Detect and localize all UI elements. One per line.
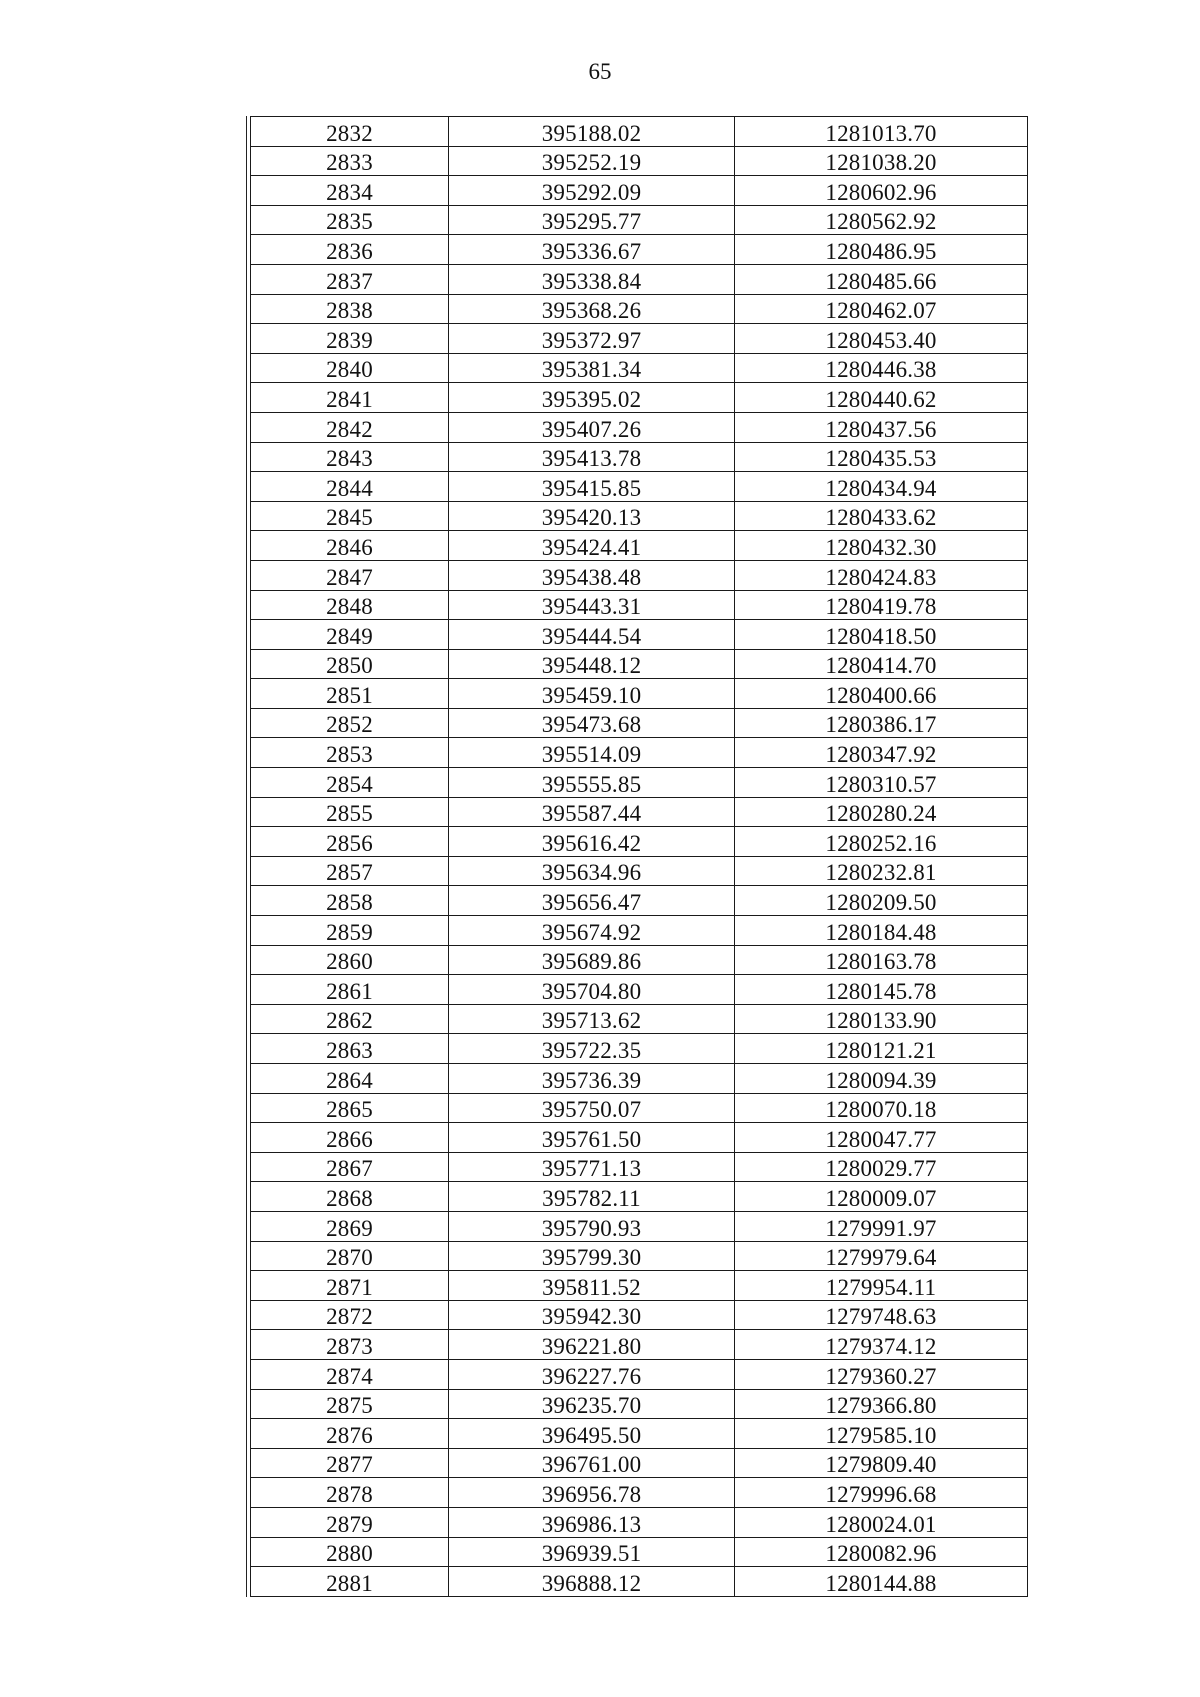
x-coordinate-cell: 395656.47 <box>449 886 735 916</box>
coordinate-table <box>250 116 1028 1597</box>
table-row <box>251 235 1028 265</box>
x-coordinate-cell: 396235.70 <box>449 1389 735 1419</box>
x-coordinate-cell: 395942.30 <box>449 1300 735 1330</box>
point-number-cell: 2879 <box>251 1507 449 1537</box>
x-coordinate-cell: 396986.13 <box>449 1507 735 1537</box>
x-coordinate-cell: 395459.10 <box>449 679 735 709</box>
point-number-cell: 2862 <box>251 1004 449 1034</box>
point-number-cell: 2872 <box>251 1300 449 1330</box>
y-coordinate-cell: 1281038.20 <box>735 146 1028 176</box>
table-row <box>251 797 1028 827</box>
y-coordinate-cell: 1280435.53 <box>735 442 1028 472</box>
table-row <box>251 501 1028 531</box>
y-coordinate-cell: 1279748.63 <box>735 1300 1028 1330</box>
point-number-cell: 2847 <box>251 560 449 590</box>
table-row <box>251 1419 1028 1449</box>
table-row <box>251 146 1028 176</box>
y-coordinate-cell: 1279996.68 <box>735 1478 1028 1508</box>
x-coordinate-cell: 395634.96 <box>449 856 735 886</box>
table-row <box>251 264 1028 294</box>
y-coordinate-cell: 1280433.62 <box>735 501 1028 531</box>
x-coordinate-cell: 395713.62 <box>449 1004 735 1034</box>
table-row <box>251 590 1028 620</box>
x-coordinate-cell: 396221.80 <box>449 1330 735 1360</box>
table-row <box>251 1507 1028 1537</box>
point-number-cell: 2835 <box>251 205 449 235</box>
y-coordinate-cell: 1280386.17 <box>735 708 1028 738</box>
table-row <box>251 205 1028 235</box>
y-coordinate-cell: 1280280.24 <box>735 797 1028 827</box>
y-coordinate-cell: 1279979.64 <box>735 1241 1028 1271</box>
y-coordinate-cell: 1280462.07 <box>735 294 1028 324</box>
point-number-cell: 2870 <box>251 1241 449 1271</box>
table-row <box>251 1093 1028 1123</box>
table-row <box>251 1448 1028 1478</box>
x-coordinate-cell: 395413.78 <box>449 442 735 472</box>
y-coordinate-cell: 1280453.40 <box>735 324 1028 354</box>
y-coordinate-cell: 1280082.96 <box>735 1537 1028 1567</box>
x-coordinate-cell: 395407.26 <box>449 412 735 442</box>
y-coordinate-cell: 1280145.78 <box>735 975 1028 1005</box>
table-row <box>251 412 1028 442</box>
y-coordinate-cell: 1280310.57 <box>735 768 1028 798</box>
y-coordinate-cell: 1280163.78 <box>735 945 1028 975</box>
point-number-cell: 2865 <box>251 1093 449 1123</box>
point-number-cell: 2856 <box>251 827 449 857</box>
x-coordinate-cell: 395771.13 <box>449 1152 735 1182</box>
x-coordinate-cell: 396888.12 <box>449 1567 735 1597</box>
table-row <box>251 324 1028 354</box>
table-row <box>251 1152 1028 1182</box>
y-coordinate-cell: 1280562.92 <box>735 205 1028 235</box>
table-row <box>251 975 1028 1005</box>
y-coordinate-cell: 1279366.80 <box>735 1389 1028 1419</box>
y-coordinate-cell: 1280418.50 <box>735 620 1028 650</box>
table-row <box>251 708 1028 738</box>
y-coordinate-cell: 1280424.83 <box>735 560 1028 590</box>
y-coordinate-cell: 1280602.96 <box>735 176 1028 206</box>
y-coordinate-cell: 1280184.48 <box>735 916 1028 946</box>
point-number-cell: 2848 <box>251 590 449 620</box>
point-number-cell: 2867 <box>251 1152 449 1182</box>
table-row <box>251 1537 1028 1567</box>
point-number-cell: 2868 <box>251 1182 449 1212</box>
x-coordinate-cell: 396227.76 <box>449 1359 735 1389</box>
point-number-cell: 2876 <box>251 1419 449 1449</box>
table-row <box>251 738 1028 768</box>
point-number-cell: 2854 <box>251 768 449 798</box>
table-row <box>251 353 1028 383</box>
y-coordinate-cell: 1280434.94 <box>735 472 1028 502</box>
x-coordinate-cell: 396956.78 <box>449 1478 735 1508</box>
y-coordinate-cell: 1280414.70 <box>735 649 1028 679</box>
point-number-cell: 2858 <box>251 886 449 916</box>
point-number-cell: 2836 <box>251 235 449 265</box>
y-coordinate-cell: 1280047.77 <box>735 1123 1028 1153</box>
point-number-cell: 2843 <box>251 442 449 472</box>
y-coordinate-cell: 1280029.77 <box>735 1152 1028 1182</box>
y-coordinate-cell: 1280446.38 <box>735 353 1028 383</box>
table-row <box>251 1478 1028 1508</box>
x-coordinate-cell: 395443.31 <box>449 590 735 620</box>
point-number-cell: 2874 <box>251 1359 449 1389</box>
point-number-cell: 2871 <box>251 1271 449 1301</box>
y-coordinate-cell: 1280437.56 <box>735 412 1028 442</box>
x-coordinate-cell: 395790.93 <box>449 1211 735 1241</box>
point-number-cell: 2859 <box>251 916 449 946</box>
table-row <box>251 916 1028 946</box>
coordinate-table-container <box>246 116 1030 1597</box>
x-coordinate-cell: 395722.35 <box>449 1034 735 1064</box>
point-number-cell: 2880 <box>251 1537 449 1567</box>
x-coordinate-cell: 395782.11 <box>449 1182 735 1212</box>
x-coordinate-cell: 395444.54 <box>449 620 735 650</box>
x-coordinate-cell: 395799.30 <box>449 1241 735 1271</box>
x-coordinate-cell: 395292.09 <box>449 176 735 206</box>
point-number-cell: 2855 <box>251 797 449 827</box>
y-coordinate-cell: 1280094.39 <box>735 1064 1028 1094</box>
point-number-cell: 2833 <box>251 146 449 176</box>
point-number-cell: 2844 <box>251 472 449 502</box>
y-coordinate-cell: 1280400.66 <box>735 679 1028 709</box>
x-coordinate-cell: 395761.50 <box>449 1123 735 1153</box>
table-row <box>251 1271 1028 1301</box>
y-coordinate-cell: 1280232.81 <box>735 856 1028 886</box>
table-row <box>251 117 1028 147</box>
y-coordinate-cell: 1280252.16 <box>735 827 1028 857</box>
point-number-cell: 2839 <box>251 324 449 354</box>
y-coordinate-cell: 1279954.11 <box>735 1271 1028 1301</box>
y-coordinate-cell: 1280070.18 <box>735 1093 1028 1123</box>
x-coordinate-cell: 396495.50 <box>449 1419 735 1449</box>
page-number: 65 <box>588 59 612 84</box>
x-coordinate-cell: 395368.26 <box>449 294 735 324</box>
table-row <box>251 442 1028 472</box>
x-coordinate-cell: 395616.42 <box>449 827 735 857</box>
x-coordinate-cell: 395438.48 <box>449 560 735 590</box>
x-coordinate-cell: 395689.86 <box>449 945 735 975</box>
y-coordinate-cell: 1280440.62 <box>735 383 1028 413</box>
x-coordinate-cell: 395420.13 <box>449 501 735 531</box>
point-number-cell: 2864 <box>251 1064 449 1094</box>
x-coordinate-cell: 395587.44 <box>449 797 735 827</box>
point-number-cell: 2850 <box>251 649 449 679</box>
point-number-cell: 2849 <box>251 620 449 650</box>
point-number-cell: 2878 <box>251 1478 449 1508</box>
y-coordinate-cell: 1280133.90 <box>735 1004 1028 1034</box>
point-number-cell: 2846 <box>251 531 449 561</box>
y-coordinate-cell: 1280486.95 <box>735 235 1028 265</box>
x-coordinate-cell: 395514.09 <box>449 738 735 768</box>
table-row <box>251 827 1028 857</box>
x-coordinate-cell: 395424.41 <box>449 531 735 561</box>
point-number-cell: 2857 <box>251 856 449 886</box>
table-row <box>251 679 1028 709</box>
x-coordinate-cell: 395750.07 <box>449 1093 735 1123</box>
table-row <box>251 1241 1028 1271</box>
point-number-cell: 2841 <box>251 383 449 413</box>
y-coordinate-cell: 1280485.66 <box>735 264 1028 294</box>
point-number-cell: 2873 <box>251 1330 449 1360</box>
x-coordinate-cell: 395415.85 <box>449 472 735 502</box>
table-row <box>251 1123 1028 1153</box>
x-coordinate-cell: 395372.97 <box>449 324 735 354</box>
point-number-cell: 2842 <box>251 412 449 442</box>
y-coordinate-cell: 1280121.21 <box>735 1034 1028 1064</box>
x-coordinate-cell: 395811.52 <box>449 1271 735 1301</box>
table-row <box>251 1389 1028 1419</box>
point-number-cell: 2877 <box>251 1448 449 1478</box>
point-number-cell: 2875 <box>251 1389 449 1419</box>
point-number-cell: 2881 <box>251 1567 449 1597</box>
table-row <box>251 649 1028 679</box>
x-coordinate-cell: 395252.19 <box>449 146 735 176</box>
table-row <box>251 1567 1028 1597</box>
y-coordinate-cell: 1279585.10 <box>735 1419 1028 1449</box>
table-row <box>251 886 1028 916</box>
x-coordinate-cell: 395188.02 <box>449 117 735 147</box>
y-coordinate-cell: 1280419.78 <box>735 590 1028 620</box>
y-coordinate-cell: 1280347.92 <box>735 738 1028 768</box>
x-coordinate-cell: 395704.80 <box>449 975 735 1005</box>
table-row <box>251 472 1028 502</box>
x-coordinate-cell: 395338.84 <box>449 264 735 294</box>
x-coordinate-cell: 395295.77 <box>449 205 735 235</box>
table-row <box>251 1211 1028 1241</box>
x-coordinate-cell: 395674.92 <box>449 916 735 946</box>
point-number-cell: 2860 <box>251 945 449 975</box>
table-row <box>251 856 1028 886</box>
point-number-cell: 2845 <box>251 501 449 531</box>
y-coordinate-cell: 1279360.27 <box>735 1359 1028 1389</box>
y-coordinate-cell: 1279991.97 <box>735 1211 1028 1241</box>
x-coordinate-cell: 395395.02 <box>449 383 735 413</box>
table-row <box>251 1064 1028 1094</box>
point-number-cell: 2861 <box>251 975 449 1005</box>
coordinate-table-body <box>251 117 1028 1597</box>
point-number-cell: 2851 <box>251 679 449 709</box>
y-coordinate-cell: 1280024.01 <box>735 1507 1028 1537</box>
x-coordinate-cell: 395555.85 <box>449 768 735 798</box>
y-coordinate-cell: 1280209.50 <box>735 886 1028 916</box>
table-row <box>251 768 1028 798</box>
table-row <box>251 383 1028 413</box>
table-row <box>251 620 1028 650</box>
point-number-cell: 2837 <box>251 264 449 294</box>
y-coordinate-cell: 1279374.12 <box>735 1330 1028 1360</box>
table-row <box>251 294 1028 324</box>
table-row <box>251 1004 1028 1034</box>
x-coordinate-cell: 395473.68 <box>449 708 735 738</box>
point-number-cell: 2840 <box>251 353 449 383</box>
table-row <box>251 1330 1028 1360</box>
x-coordinate-cell: 396761.00 <box>449 1448 735 1478</box>
x-coordinate-cell: 395336.67 <box>449 235 735 265</box>
point-number-cell: 2852 <box>251 708 449 738</box>
table-row <box>251 531 1028 561</box>
x-coordinate-cell: 395736.39 <box>449 1064 735 1094</box>
table-row <box>251 945 1028 975</box>
y-coordinate-cell: 1280009.07 <box>735 1182 1028 1212</box>
x-coordinate-cell: 395381.34 <box>449 353 735 383</box>
point-number-cell: 2863 <box>251 1034 449 1064</box>
y-coordinate-cell: 1281013.70 <box>735 117 1028 147</box>
point-number-cell: 2834 <box>251 176 449 206</box>
table-row <box>251 1359 1028 1389</box>
x-coordinate-cell: 395448.12 <box>449 649 735 679</box>
x-coordinate-cell: 396939.51 <box>449 1537 735 1567</box>
table-row <box>251 1300 1028 1330</box>
point-number-cell: 2832 <box>251 117 449 147</box>
point-number-cell: 2869 <box>251 1211 449 1241</box>
table-row <box>251 1182 1028 1212</box>
point-number-cell: 2838 <box>251 294 449 324</box>
y-coordinate-cell: 1279809.40 <box>735 1448 1028 1478</box>
y-coordinate-cell: 1280144.88 <box>735 1567 1028 1597</box>
table-row <box>251 176 1028 206</box>
y-coordinate-cell: 1280432.30 <box>735 531 1028 561</box>
table-row <box>251 1034 1028 1064</box>
point-number-cell: 2853 <box>251 738 449 768</box>
table-row <box>251 560 1028 590</box>
point-number-cell: 2866 <box>251 1123 449 1153</box>
